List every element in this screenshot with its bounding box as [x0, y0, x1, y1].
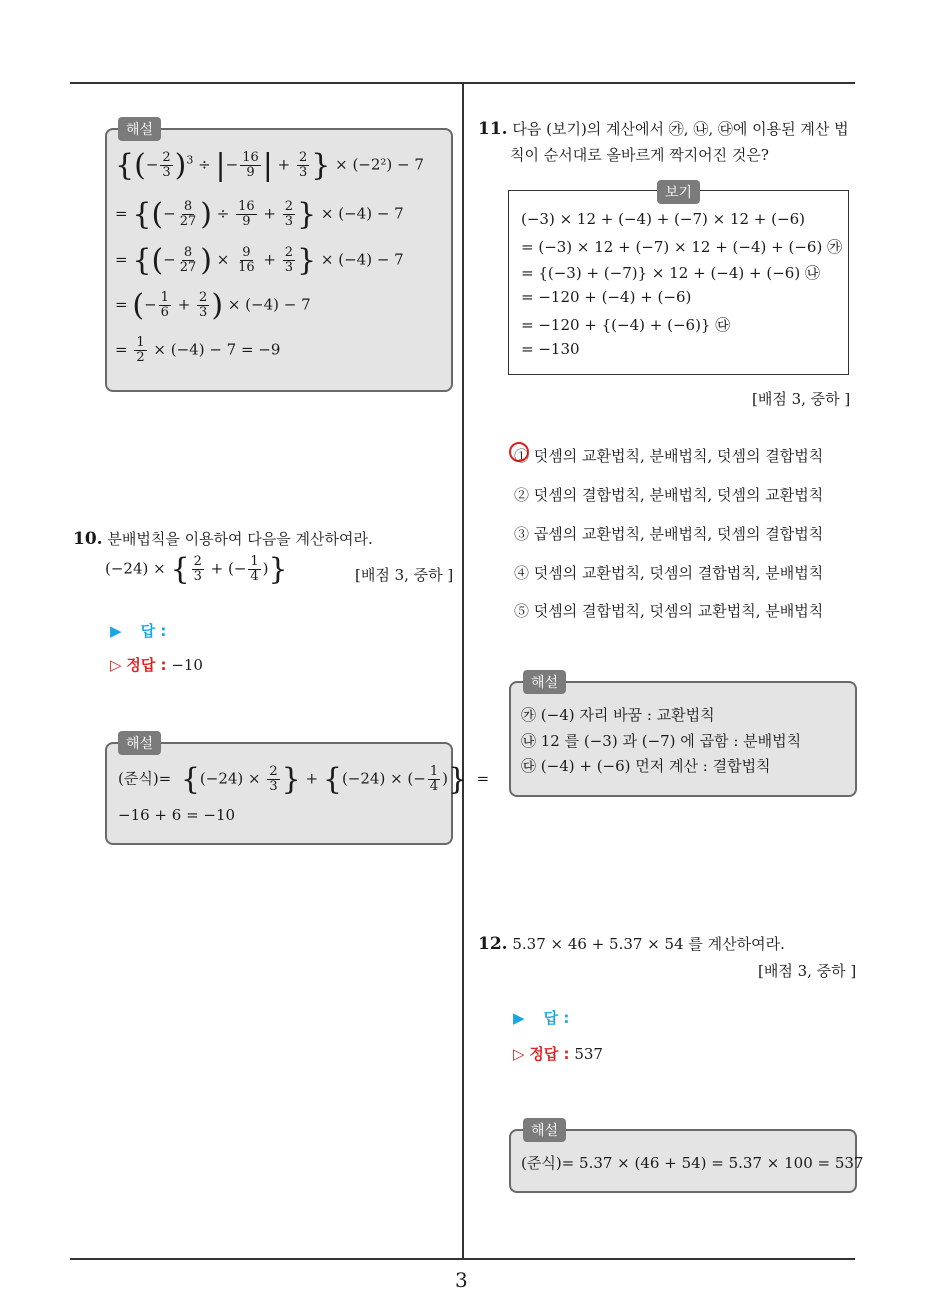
q11-solution-line: ㉯ 12 를 (−3) 과 (−7) 에 곱함 : 분배법칙 [521, 732, 802, 750]
q9-step-4: = (− $\frac{1}{6}$ + $\frac{2}{3}$ ) × (−4) − 7 [115, 288, 311, 323]
q11-choice-3[interactable]: ③ 곱셈의 교환법칙, 분배법칙, 덧셈의 결합법칙 [514, 525, 824, 543]
q11-solution-tab: 해설 [523, 670, 566, 694]
q12-solution-tab: 해설 [523, 1118, 566, 1142]
q10-number: 10. [73, 529, 103, 549]
q11-question-line1 [478, 118, 849, 139]
q10-answer-label: 답 : [140, 622, 167, 640]
q12-correct-label: 정답 : [529, 1045, 570, 1063]
answer-arrow-icon: ▶ [110, 622, 122, 640]
q11-question-line2: 칙이 순서대로 올바르게 짝지어진 것은? [510, 146, 769, 164]
q11-choice-2[interactable]: ② 덧셈의 결합법칙, 분배법칙, 덧셈의 교환법칙 [514, 486, 824, 504]
correct-arrow-icon: ▷ [110, 656, 122, 674]
q11-bogi-line: = (−3) × 12 + (−7) × 12 + (−4) + (−6) ㉮ [521, 238, 843, 256]
q10-solution-line1: (준식)= {(−24) × $\frac{2}{3}$ } + {(−24) × (− $\frac{1}{4}$ )} = [118, 762, 490, 797]
q9-step-3: = {(− $\frac{8}{27}$ ) × $\frac{9}{16}$ + $\frac{2}{3}$ } × (−4) − 7 [115, 243, 404, 278]
q12-score: [배점 3, 중하 ] [758, 962, 857, 980]
q11-choice-1[interactable]: ① 덧셈의 교환법칙, 분배법칙, 덧셈의 결합법칙 [514, 447, 824, 465]
q9-step-5-tail: × (−4) − 7 = −9 [153, 340, 281, 359]
q11-bogi-tab: 보기 [657, 180, 700, 204]
q12-solution-text: (준식)= 5.37 × (46 + 54) = 5.37 × 100 = 537 [521, 1154, 864, 1172]
q9-step-1-tail: × (−2²) − 7 [335, 155, 424, 174]
q10-correct-row [110, 654, 203, 675]
q10-solution-line2: −16 + 6 = −10 [118, 806, 236, 824]
q11-bogi-line: = −120 + (−4) + (−6) [521, 288, 692, 306]
q10-correct-label: 정답 : [126, 656, 167, 674]
q11-choice-5[interactable]: ⑤ 덧셈의 결합법칙, 덧셈의 교환법칙, 분배법칙 [514, 602, 824, 620]
q11-text-line1: 다음 (보기)의 계산에서 ㉮, ㉯, ㉰에 이용된 계산 법 [512, 120, 849, 138]
q10-expr-head: (−24) × [105, 559, 166, 578]
q9-step-3-tail: × (−4) − 7 [320, 250, 404, 269]
column-divider [462, 82, 464, 1259]
q9-step-1: {(− $\frac{2}{3}$ )$^3$ ÷ |− $\frac{16}{9}$ | + $\frac{2}{3}$ } × (−2²) − 7 [115, 148, 424, 183]
q10-question [73, 528, 373, 549]
q10-expression: (−24) × { $\frac{2}{3}$ + (− $\frac{1}{4}$ )} [105, 552, 288, 587]
q11-bogi-line: = {(−3) + (−7)} × 12 + (−4) + (−6) ㉯ [521, 264, 820, 282]
q10-solution-prefix: (준식)= [118, 769, 172, 788]
answer-arrow-icon: ▶ [513, 1009, 525, 1027]
q10-text: 분배법칙을 이용하여 다음을 계산하여라. [107, 530, 373, 548]
q9-step-2-tail: × (−4) − 7 [320, 204, 404, 223]
q11-bogi-line: = −120 + {(−4) + (−6)} ㉰ [521, 316, 731, 334]
q10-score: [배점 3, 중하 ] [355, 566, 454, 584]
q11-choice-4[interactable]: ④ 덧셈의 교환법칙, 덧셈의 결합법칙, 분배법칙 [514, 564, 824, 582]
q9-step-5: = $\frac{1}{2}$ × (−4) − 7 = −9 [115, 335, 281, 365]
page-number: 3 [455, 1268, 468, 1292]
q11-solution-line: ㉮ (−4) 자리 바꿈 : 교환법칙 [521, 706, 715, 724]
q10-answer-row[interactable] [110, 620, 166, 641]
q11-number: 11. [478, 119, 508, 139]
q10-correct-value: −10 [171, 656, 203, 674]
q9-step-4-tail: × (−4) − 7 [227, 295, 311, 314]
q12-number: 12. [478, 934, 508, 954]
q12-answer-label: 답 : [543, 1009, 570, 1027]
q12-question [478, 933, 785, 954]
q12-correct-row [513, 1043, 603, 1064]
q12-correct-value: 537 [574, 1045, 603, 1063]
q12-text: 5.37 × 46 + 5.37 × 54 를 계산하여라. [512, 935, 785, 953]
bottom-rule [70, 1258, 855, 1260]
q11-bogi-line: (−3) × 12 + (−4) + (−7) × 12 + (−6) [521, 210, 805, 228]
q11-solution-line: ㉰ (−4) + (−6) 먼저 계산 : 결합법칙 [521, 757, 771, 775]
q11-bogi-line: = −130 [521, 340, 580, 358]
q11-score: [배점 3, 중하 ] [752, 390, 851, 408]
q9-solution-tab: 해설 [118, 117, 161, 141]
q10-solution-tab: 해설 [118, 731, 161, 755]
correct-arrow-icon: ▷ [513, 1045, 525, 1063]
q9-step-2: = {(− $\frac{8}{27}$ ) ÷ $\frac{16}{9}$ + $\frac{2}{3}$ } × (−4) − 7 [115, 197, 404, 232]
q12-answer-row[interactable] [513, 1007, 569, 1028]
